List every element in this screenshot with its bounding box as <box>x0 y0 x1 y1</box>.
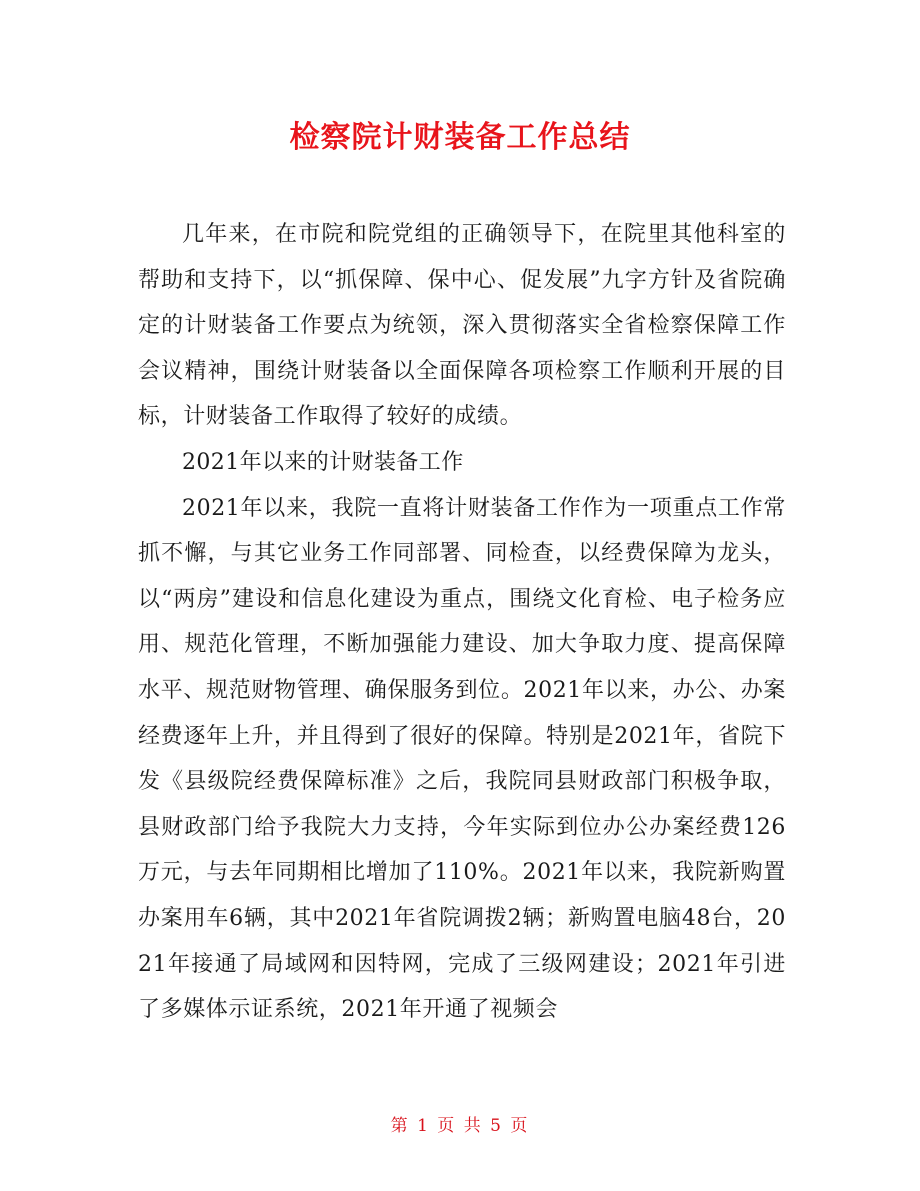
page-footer: 第 1 页 共 5 页 <box>390 1116 530 1136</box>
section-heading: 2021年以来的计财装备工作 <box>182 449 464 475</box>
intro-paragraph: 几年来，在市院和院党组的正确领导下，在院里其他科室的帮助和支持下，以“抓保障、保中心、促发展”九字方针及省院确定的计财装备工作要点为统领，深入贯彻落实全省检察保障工作会议精神，围绕计财装备以全面保障各项检察工作顺利开展的目标，计财装备工作取得了较好的成绩。 <box>138 222 786 430</box>
document-title: 检察院计财装备工作总结 <box>289 120 631 155</box>
body-paragraph: 2021年以来，我院一直将计财装备工作作为一项重点工作常抓不懈，与其它业务工作同部署、同检查，以经费保障为龙头，以“两房”建设和信息化建设为重点，围绕文化育检、电子检务应用、规范化管理，不断加强能力建设、加大争取力度、提高保障水平、规范财物管理、确保服务到位。2021年以来，办公、办案经费逐年上升，并且得到了很好的保障。特别是2021年，省院下发《县级院经费保障标准》之后，我院同县财政部门积极争取，县财政部门给予我院大力支持，今年实际到位办公办案经费126万元，与去年同期相比增加了110%。2021年以来，我院新购置办案用车6辆，其中2021年省院调拨2辆；新购置电脑48台，2021年接通了局域网和因特网，完成了三级网建设；2021年引进了多媒体示证系统，2021年开通了视频会 <box>138 495 786 1023</box>
document-body <box>138 212 786 1033</box>
